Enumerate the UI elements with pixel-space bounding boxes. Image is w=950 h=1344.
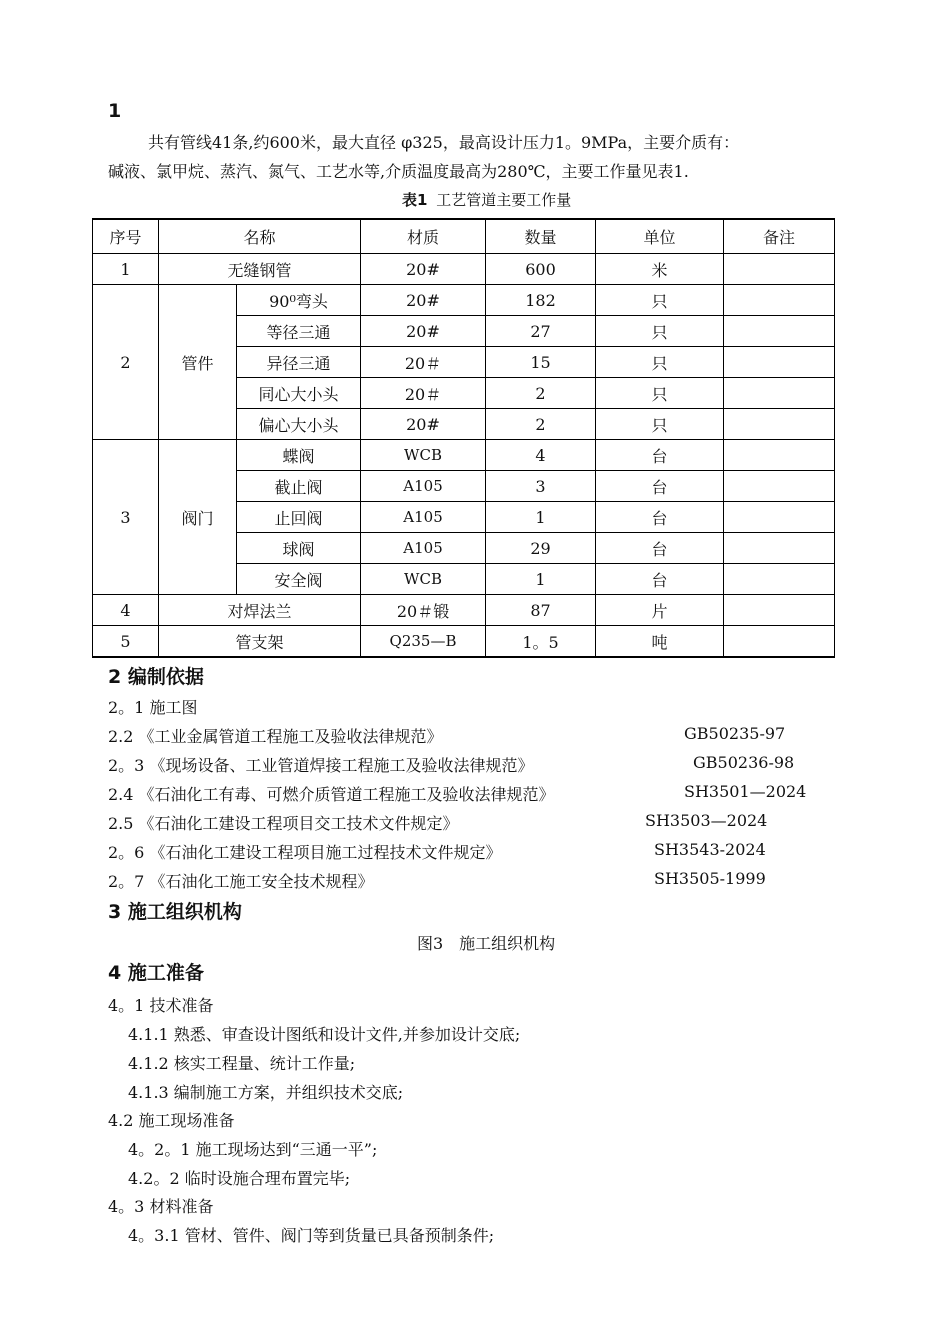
reference-number: 2.4 [108, 785, 134, 804]
cell-remark [724, 347, 835, 378]
cell-subname: 等径三通 [237, 316, 361, 347]
reference-title: 《石油化工建设工程项目交工技术文件规定》 [138, 814, 459, 833]
cell-subname: 蝶阀 [237, 440, 361, 471]
cell-no: 1 [93, 254, 159, 285]
section-1-paragraph-line-2: 碱液、氯甲烷、蒸汽、氮气、工艺水等,介质温度最高为280℃，主要工作量见表1. [108, 162, 689, 181]
cell-material: 20# [361, 409, 486, 440]
cell-remark [724, 471, 835, 502]
cell-material: 20＃ [361, 347, 486, 378]
cell-unit: 米 [596, 254, 724, 285]
reference-number: 2.2 [108, 727, 134, 746]
cell-material: WCB [361, 564, 486, 595]
cell-unit: 台 [596, 564, 724, 595]
section-1-number: 1 [108, 100, 122, 122]
cell-unit: 只 [596, 378, 724, 409]
cell-unit: 只 [596, 409, 724, 440]
reference-number: 2.5 [108, 814, 134, 833]
cell-qty: 182 [486, 285, 596, 316]
cell-unit: 台 [596, 440, 724, 471]
cell-subname: 截止阀 [237, 471, 361, 502]
cell-qty: 27 [486, 316, 596, 347]
reference-code: SH3501—2024 [684, 782, 807, 801]
cell-group: 管件 [159, 285, 237, 440]
cell-unit: 台 [596, 471, 724, 502]
cell-unit: 片 [596, 595, 724, 626]
cell-material: WCB [361, 440, 486, 471]
cell-qty: 1。5 [486, 626, 596, 658]
section-4-line: 4.2 施工现场准备 [108, 1111, 235, 1130]
header-qty: 数量 [486, 219, 596, 254]
cell-remark [724, 626, 835, 658]
cell-qty: 4 [486, 440, 596, 471]
section-4-line: 4。2。1 施工现场达到“三通一平”; [128, 1140, 378, 1159]
cell-remark [724, 440, 835, 471]
cell-unit: 吨 [596, 626, 724, 658]
reference-code: SH3543-2024 [654, 840, 766, 859]
workload-table [92, 218, 835, 658]
cell-no: 2 [93, 285, 159, 440]
reference-code: SH3505-1999 [654, 869, 766, 888]
cell-remark [724, 533, 835, 564]
section-2-heading: 2 编制依据 [108, 666, 204, 688]
reference-item [108, 840, 501, 863]
header-material: 材质 [361, 219, 486, 254]
table-row [93, 254, 835, 285]
cell-unit: 台 [596, 533, 724, 564]
table-caption-text: 工艺管道主要工作量 [436, 191, 572, 209]
cell-remark [724, 564, 835, 595]
cell-remark [724, 316, 835, 347]
reference-number: 2。3 [108, 756, 145, 775]
reference-title: 《工业金属管道工程施工及验收法律规范》 [138, 727, 443, 746]
cell-subname: 止回阀 [237, 502, 361, 533]
section-4-line: 4。3 材料准备 [108, 1197, 214, 1216]
reference-number: 2。7 [108, 872, 145, 891]
table-row [93, 440, 835, 471]
cell-no: 5 [93, 626, 159, 658]
table-row [93, 626, 835, 658]
reference-code: SH3503—2024 [645, 811, 768, 830]
cell-material: Q235—B [361, 626, 486, 658]
cell-subname: 安全阀 [237, 564, 361, 595]
cell-unit: 只 [596, 347, 724, 378]
reference-item [108, 753, 533, 776]
cell-qty: 1 [486, 564, 596, 595]
section-3-heading: 3 施工组织机构 [108, 901, 242, 923]
cell-remark [724, 502, 835, 533]
cell-group: 阀门 [159, 440, 237, 595]
reference-code: GB50235-97 [684, 724, 786, 743]
section-1-paragraph-line-1: 共有管线41条,约600米，最大直径 φ325，最高设计压力1。9MPa，主要介质有： [148, 133, 740, 152]
cell-material: 20# [361, 285, 486, 316]
cell-material: 20# [361, 254, 486, 285]
section-4-line: 4.2。2 临时设施合理布置完毕; [128, 1169, 351, 1188]
section-4-line: 4。1 技术准备 [108, 996, 214, 1015]
cell-qty: 2 [486, 409, 596, 440]
section-4-line: 4.1.1 熟悉、审查设计图纸和设计文件,并参加设计交底; [128, 1025, 521, 1044]
table-header-row [93, 219, 835, 254]
cell-subname: 偏心大小头 [237, 409, 361, 440]
cell-qty: 15 [486, 347, 596, 378]
cell-unit: 只 [596, 285, 724, 316]
cell-remark [724, 254, 835, 285]
cell-remark [724, 378, 835, 409]
cell-material: A105 [361, 502, 486, 533]
cell-remark [724, 595, 835, 626]
reference-item [108, 811, 459, 834]
header-remark: 备注 [724, 219, 835, 254]
cell-material: A105 [361, 533, 486, 564]
cell-name: 管支架 [159, 626, 361, 658]
cell-subname: 同心大小头 [237, 378, 361, 409]
reference-number: 2。6 [108, 843, 145, 862]
cell-name: 无缝钢管 [159, 254, 361, 285]
cell-subname: 90⁰弯头 [237, 285, 361, 316]
cell-remark [724, 409, 835, 440]
header-no: 序号 [93, 219, 159, 254]
cell-unit: 只 [596, 316, 724, 347]
cell-qty: 29 [486, 533, 596, 564]
cell-material: A105 [361, 471, 486, 502]
figure-caption: 图3 施工组织机构 [417, 934, 556, 953]
reference-item [108, 869, 373, 892]
reference-title: 《石油化工有毒、可燃介质管道工程施工及验收法律规范》 [138, 785, 555, 804]
section-4-line: 4.1.3 编制施工方案，并组织技术交底; [128, 1083, 404, 1102]
header-name: 名称 [159, 219, 361, 254]
section-4-line: 4。3.1 管材、管件、阀门等到货量已具备预制条件; [128, 1226, 495, 1245]
cell-material: 20＃ [361, 378, 486, 409]
section-4-heading: 4 施工准备 [108, 962, 204, 984]
reference-code: GB50236-98 [693, 753, 795, 772]
reference-item [108, 695, 197, 718]
cell-subname: 异径三通 [237, 347, 361, 378]
table-row [93, 285, 835, 316]
cell-qty: 1 [486, 502, 596, 533]
cell-subname: 球阀 [237, 533, 361, 564]
cell-qty: 2 [486, 378, 596, 409]
header-unit: 单位 [596, 219, 724, 254]
cell-remark [724, 285, 835, 316]
reference-title: 《石油化工建设工程项目施工过程技术文件规定》 [149, 843, 502, 862]
cell-no: 4 [93, 595, 159, 626]
reference-title: 施工图 [149, 698, 198, 717]
reference-item [108, 782, 555, 805]
reference-item [108, 724, 443, 747]
cell-qty: 600 [486, 254, 596, 285]
reference-title: 《现场设备、工业管道焊接工程施工及验收法律规范》 [149, 756, 534, 775]
section-4-line: 4.1.2 核实工程量、统计工作量; [128, 1054, 356, 1073]
cell-no: 3 [93, 440, 159, 595]
cell-material: 20# [361, 316, 486, 347]
cell-material: 20＃锻 [361, 595, 486, 626]
table-caption-label: 表1 [402, 191, 428, 209]
cell-name: 对焊法兰 [159, 595, 361, 626]
reference-title: 《石油化工施工安全技术规程》 [149, 872, 374, 891]
table-caption [402, 189, 571, 210]
reference-number: 2。1 [108, 698, 145, 717]
cell-qty: 3 [486, 471, 596, 502]
table-row [93, 595, 835, 626]
cell-qty: 87 [486, 595, 596, 626]
cell-unit: 台 [596, 502, 724, 533]
